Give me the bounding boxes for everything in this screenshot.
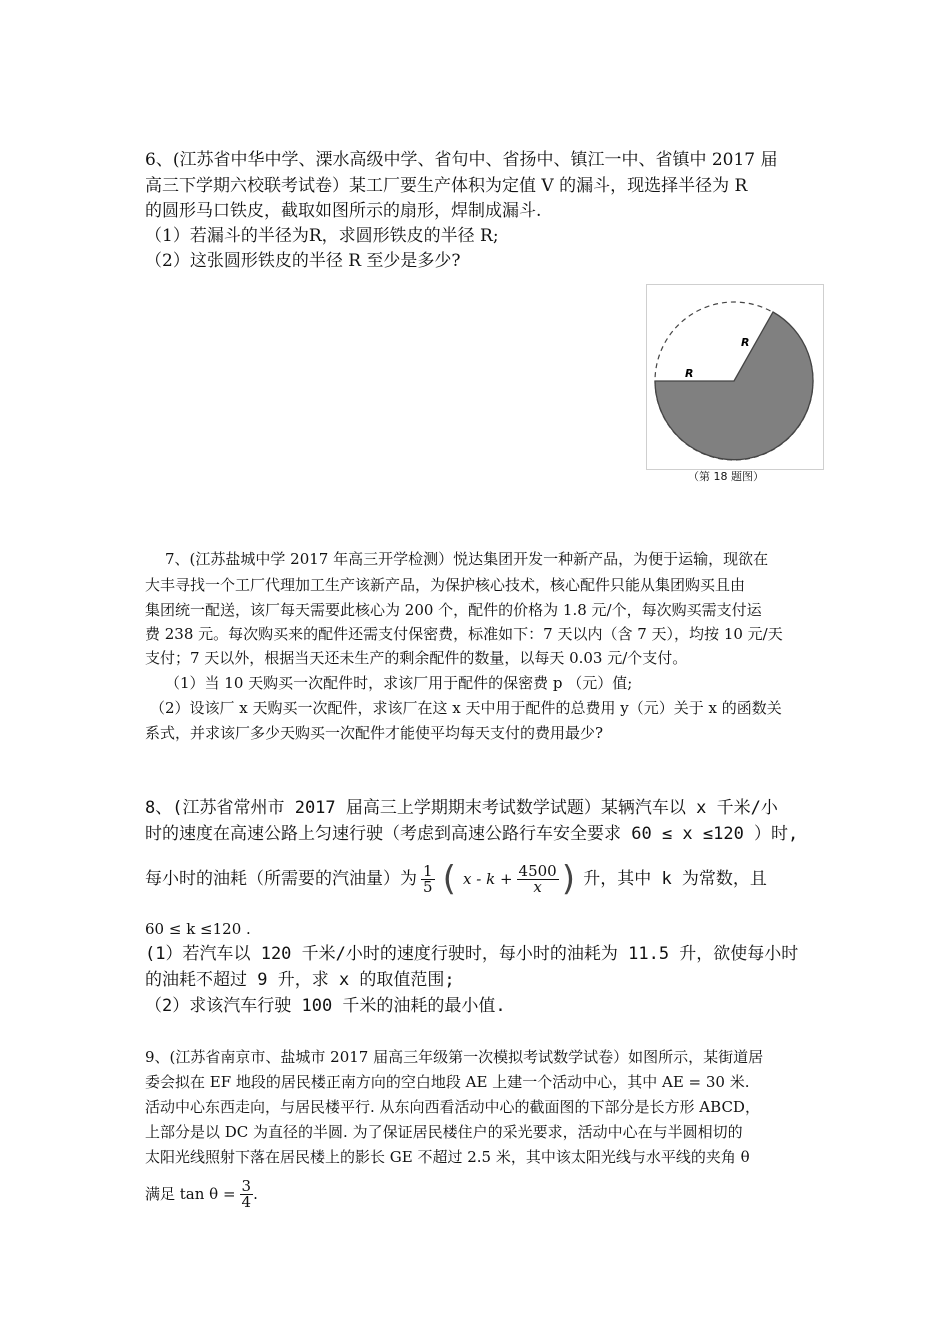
- q8-part-1: (1）若汽车以 120 千米/小时的速度行驶时，每小时的油耗为 11.5 升，欲使每小时: [145, 944, 799, 964]
- q7-line-4: 费 238 元。每次购买来的配件还需支付保密费，标准如下：7 天以内（含 7 天），均按 10 元/天: [145, 625, 783, 643]
- fraction-numerator: 1: [423, 861, 433, 880]
- q9-line-6-text-a: 满足 tan θ =: [145, 1184, 236, 1203]
- q7-line-8: 系式，并求该厂多少天购买一次配件才能使平均每天支付的费用最少?: [145, 724, 604, 742]
- sector-shape: [655, 312, 813, 460]
- q8-constraint: 60 ≤ k ≤120 .: [145, 920, 251, 938]
- inner-numerator: 4500: [518, 861, 557, 880]
- q6-part-2: （2）这张圆形铁皮的半径 R 至少是多少?: [145, 251, 461, 271]
- q7-line-2: 大丰寻找一个工厂代理加工生产该新产品，为保护核心技术，核心配件只能从集团购买且由: [145, 576, 746, 594]
- q8-line-2: 时的速度在高速公路上匀速行驶（考虑到高速公路行车安全要求 60 ≤ x ≤120 ）时,: [145, 824, 799, 844]
- fraction-denominator: 5: [423, 877, 433, 896]
- sector-diagram: [647, 285, 823, 469]
- q9-line-1: 9、(江苏省南京市、盐城市 2017 届高三年级第一次模拟考试数学试卷）如图所示，某街道居: [145, 1048, 764, 1066]
- q7-part-1: （1）当 10 天购买一次配件时，求该厂用于配件的保密费 p （元）值;: [165, 674, 633, 692]
- fraction-4500-over-x: [517, 861, 559, 896]
- q9-line-6-text-b: .: [253, 1184, 258, 1203]
- q6-line-2: 高三下学期六校联考试卷）某工厂要生产体积为定值 V 的漏斗，现选择半径为 R: [145, 176, 748, 196]
- figure-caption: （第 18 题图）: [688, 470, 764, 483]
- q9-line-2: 委会拟在 EF 地段的居民楼正南方向的空白地段 AE 上建一个活动中心，其中 AE = 30 米.: [145, 1073, 750, 1091]
- q6-figure: [646, 284, 824, 470]
- q9-line-3: 活动中心东西走向，与居民楼平行. 从东向西看活动中心的截面图的下部分是长方形 ABCD，: [145, 1098, 760, 1116]
- q8-line-3-text-b: 升，其中 k 为常数，且: [583, 868, 767, 889]
- inner-denominator: x: [533, 877, 542, 896]
- radius-label-lower: R: [685, 367, 694, 380]
- q7-line-5: 支付；7 天以外，根据当天还未生产的剩余配件的数量，以每天 0.03 元/个支付。: [145, 649, 688, 667]
- paren-expression: x - k +: [463, 869, 513, 888]
- radius-label-upper: R: [741, 336, 750, 349]
- q7-line-3: 集团统一配送，该厂每天需要此核心为 200 个，配件的价格为 1.8 元/个，每次购买需支付运: [145, 601, 762, 619]
- q6-line-1: 6、(江苏省中华中学、溧水高级中学、省句中、省扬中、镇江一中、省镇中 2017 届: [145, 150, 778, 170]
- tan-denominator: 4: [241, 1192, 252, 1211]
- q8-line-3: [145, 857, 767, 901]
- q8-part-2: （2）求该汽车行驶 100 千米的油耗的最小值.: [145, 996, 506, 1016]
- fraction-one-fifth: [421, 861, 435, 896]
- q8-line-3-text-a: 每小时的油耗（所需要的汽油量）为: [145, 868, 417, 889]
- q9-line-6: [145, 1172, 258, 1216]
- q7-part-2: （2）设该厂 x 天购买一次配件，求该厂在这 x 天中用于配件的总费用 y（元）关于 x 的函数关: [150, 699, 782, 717]
- q6-part-1: （1）若漏斗的半径为R，求圆形铁皮的半径 R;: [145, 226, 499, 246]
- q9-line-4: 上部分是以 DC 为直径的半圆. 为了保证居民楼住户的采光要求，活动中心在与半圆相切的: [145, 1123, 743, 1141]
- q8-line-6: 的油耗不超过 9 升，求 x 的取值范围;: [145, 970, 455, 990]
- q8-line-1: 8、(江苏省常州市 2017 届高三上学期期末考试数学试题）某辆汽车以 x 千米/小: [145, 798, 778, 818]
- q7-line-1: 7、(江苏盐城中学 2017 年高三开学检测）悦达集团开发一种新产品，为便于运输，现欲在: [165, 550, 769, 568]
- fraction-three-fourths: [240, 1176, 254, 1211]
- tan-numerator: 3: [241, 1176, 252, 1195]
- q9-line-5: 太阳光线照射下落在居民楼上的影长 GE 不超过 2.5 米，其中该太阳光线与水平线的夹角 θ: [145, 1148, 750, 1166]
- q6-line-3: 的圆形马口铁皮，截取如图所示的扇形，焊制成漏斗.: [145, 201, 542, 221]
- left-paren: (: [438, 859, 460, 899]
- right-paren: ): [558, 859, 580, 899]
